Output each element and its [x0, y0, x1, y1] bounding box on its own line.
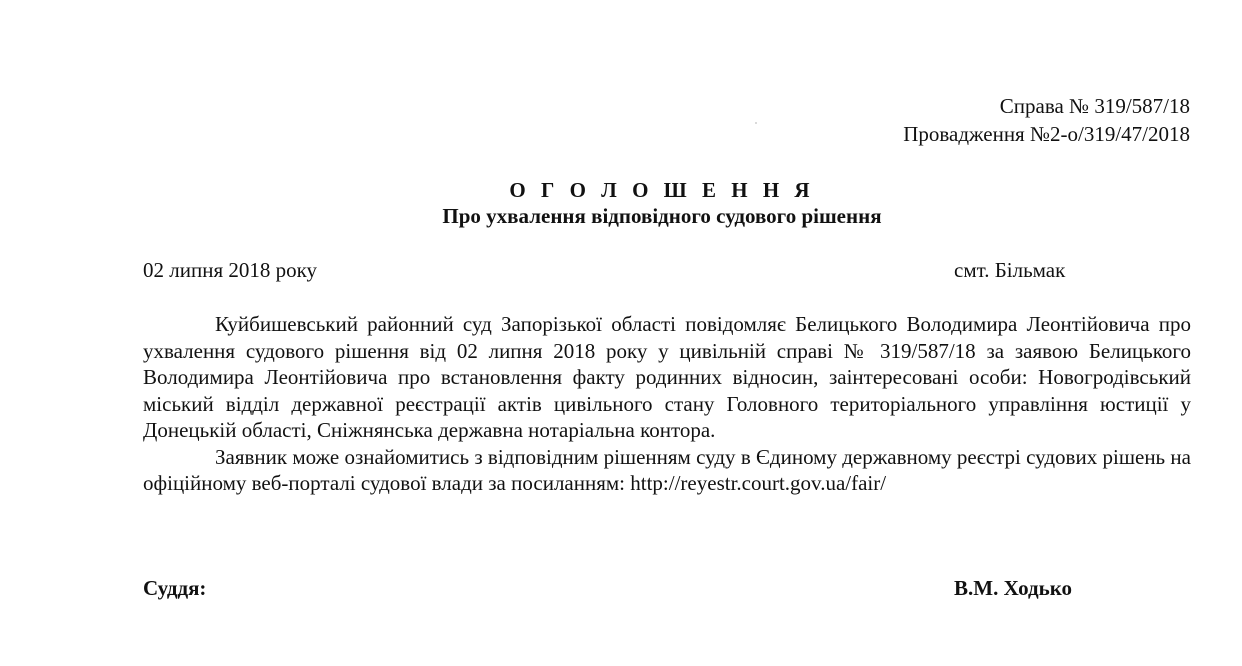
case-number: Справа № 319/587/18 [999, 94, 1190, 118]
body-paragraph-1: Куйбишевський районний суд Запорізької області повідомляє Белицького Володимира Леонтійовича про ухвалення судового рішення від 02 липня 2018 року у цивільній справі № 319/587/18 за заявою Белицького Володимира Леонтійовича про встановлення факту родинних відносин, заінтересовані особи: Новогродівський міський відділ державної реєстрації актів цивільного стану Головного територіального управління юстиції у Донецькій області, Сніжнянська державна нотаріальна контора. [143, 312, 1191, 442]
announcement-date: 02 липня 2018 року [143, 258, 318, 282]
judge-label: Суддя: [143, 576, 207, 600]
announcement-place: смт. Більмак [954, 258, 1066, 282]
announcement-body [143, 311, 1191, 497]
body-paragraph-2: Заявник може ознайомитись з відповідним рішенням суду в Єдиному державному реєстрі судових рішень на офіційному веб-порталі судової влади за посиланням: http://reyestr.court.gov.ua/fair/ [143, 444, 1191, 495]
judge-name: В.М. Ходько [954, 576, 1073, 600]
scan-speck [755, 122, 757, 124]
announcement-title: О Г О Л О Ш Е Н Н Я [509, 178, 815, 202]
proceeding-number: Провадження №2-о/319/47/2018 [903, 122, 1190, 146]
case-reference [903, 92, 1190, 148]
announcement-subtitle: Про ухвалення відповідного судового рішення [442, 204, 882, 228]
